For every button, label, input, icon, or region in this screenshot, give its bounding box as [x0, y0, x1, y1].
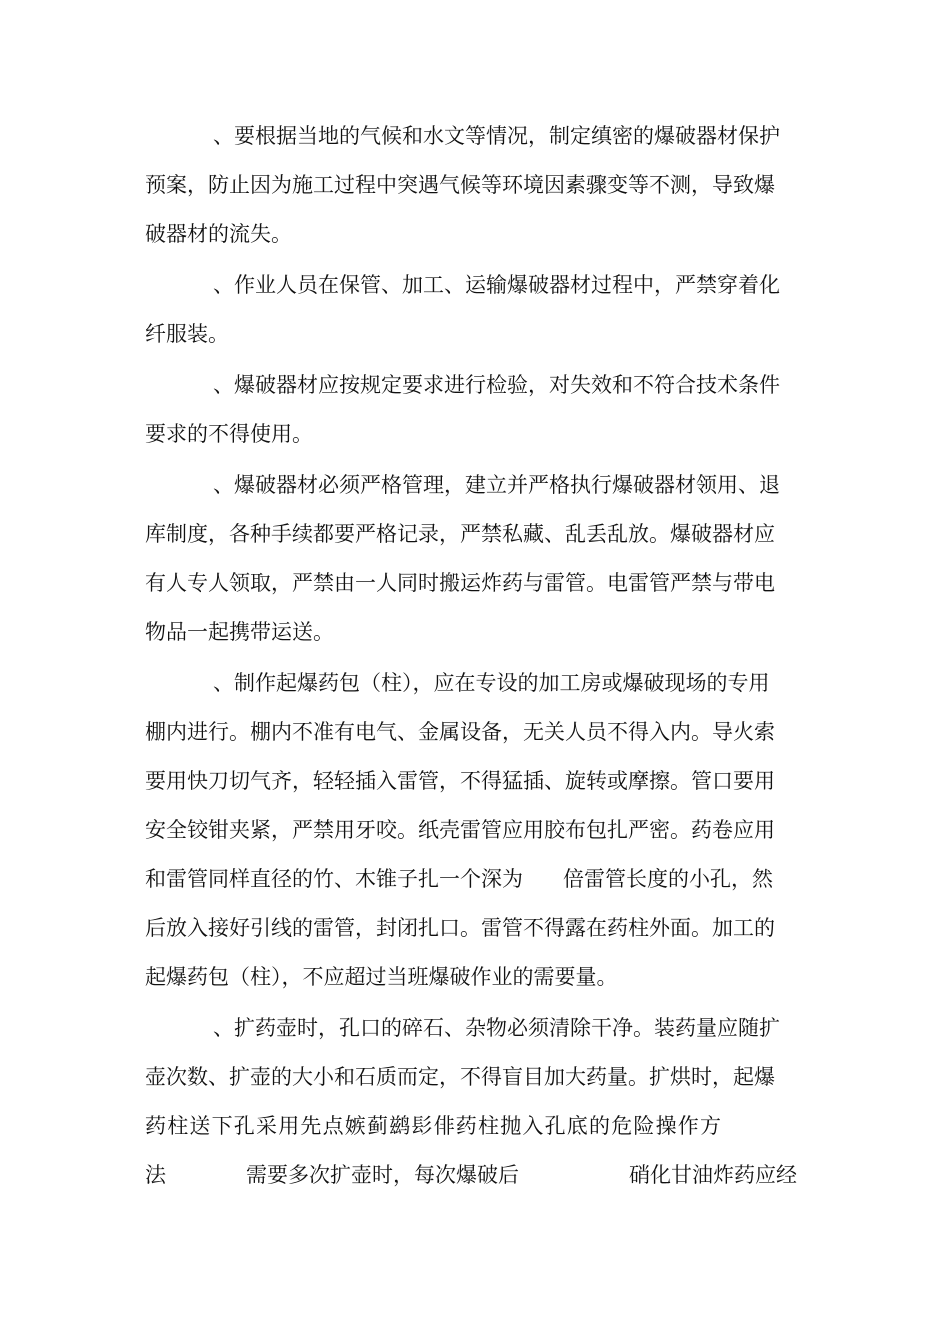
paragraph-5-line-3: 要用快刀切气齐，轻轻插入雷管，不得猛插、旋转或摩擦。管口要用 — [145, 769, 775, 793]
paragraph-5-line-5-segment-1: 和雷管同样直径的竹、木锥子扎一个深为 — [145, 867, 523, 891]
paragraph-6-line-4 — [145, 1157, 805, 1193]
paragraph-6-line-4-segment-2: 需要多次扩壶时，每次爆破后 — [246, 1163, 519, 1187]
paragraph-6-line-1: 、扩药壶时，孔口的碎石、杂物必须清除干净。装药量应随扩 — [213, 1016, 780, 1040]
paragraph-4-line-2: 库制度，各种手续都要严格记录，严禁私藏、乱丢乱放。爆破器材应 — [145, 522, 775, 546]
paragraph-5-line-5 — [145, 861, 805, 897]
paragraph-4-line-3: 有人专人领取，严禁由一人同时搬运炸药与雷管。电雷管严禁与带电 — [145, 571, 775, 595]
paragraph-6-line-2: 壶次数、扩壶的大小和石质而定，不得盲目加大药量。扩烘时，起爆 — [145, 1065, 775, 1089]
paragraph-1-line-2: 预案，防止因为施工过程中突遇气候等环境因素骤变等不测，导致爆 — [145, 173, 775, 197]
paragraph-3-line-1: 、爆破器材应按规定要求进行检验，对失效和不符合技术条件 — [213, 373, 780, 397]
paragraph-4-line-1: 、爆破器材必须严格管理，建立并严格执行爆破器材领用、退 — [213, 473, 780, 497]
paragraph-2-line-1: 、作业人员在保管、加工、运输爆破器材过程中，严禁穿着化 — [213, 273, 780, 297]
paragraph-6-line-3: 药柱送下孔采用先点嫉蓟鹚髟俳药柱抛入孔底的危险操作方 — [145, 1114, 723, 1138]
paragraph-5-line-6: 后放入接好引线的雷管，封闭扎口。雷管不得露在药柱外面。加工的 — [145, 916, 775, 940]
paragraph-5-line-4: 安全铰钳夹紧，严禁用牙咬。纸壳雷管应用胶布包扎严密。药卷应用 — [145, 818, 775, 842]
paragraph-5-line-1: 、制作起爆药包（柱），应在专设的加工房或爆破现场的专用 — [213, 671, 770, 695]
paragraph-5-line-2: 棚内进行。棚内不准有电气、金属设备，无关人员不得入内。导火索 — [145, 720, 775, 744]
paragraph-1-line-3: 破器材的流失。 — [145, 222, 292, 246]
paragraph-1-line-1: 、要根据当地的气候和水文等情况，制定缜密的爆破器材保护 — [213, 124, 780, 148]
paragraph-5-line-7: 起爆药包（柱），不应超过当班爆破作业的需要量。 — [145, 965, 618, 989]
paragraph-4-line-4: 物品一起携带运送。 — [145, 620, 334, 644]
paragraph-6-line-4-segment-3: 硝化甘油炸药应经 — [629, 1163, 797, 1187]
paragraph-6-line-4-segment-1: 法 — [145, 1163, 166, 1187]
paragraph-5-line-5-segment-2: 倍雷管长度的小孔，然 — [563, 867, 773, 891]
paragraph-3-line-2: 要求的不得使用。 — [145, 422, 313, 446]
paragraph-2-line-2: 纤服装。 — [145, 322, 229, 346]
